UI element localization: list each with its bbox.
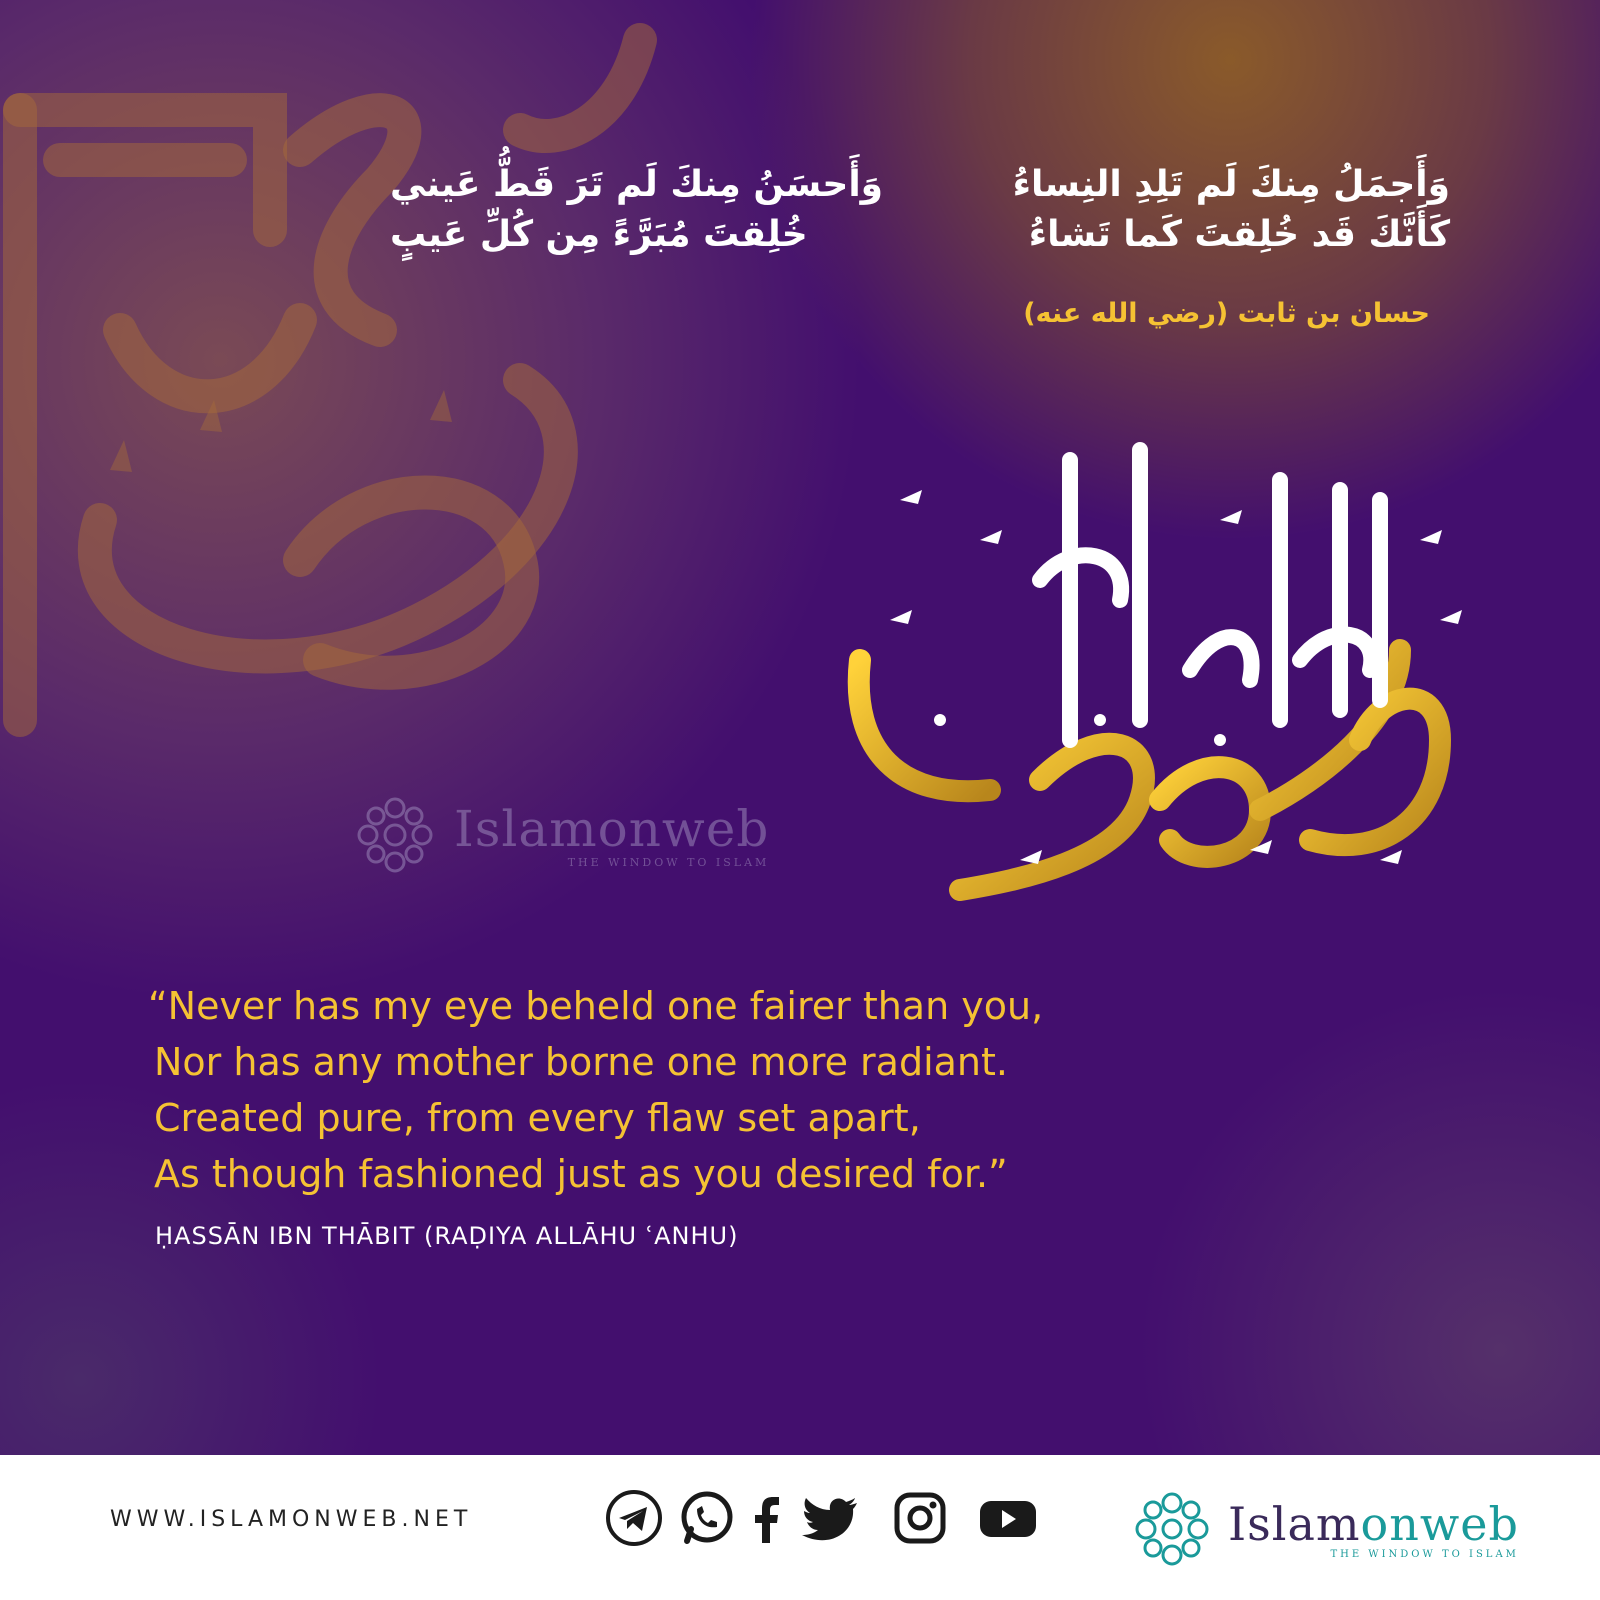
arabic-verse (390, 160, 1450, 260)
quote-line-2: Nor has any mother borne one more radiant. (154, 1040, 1008, 1084)
verse-line-1 (390, 160, 1450, 210)
whatsapp-icon[interactable] (677, 1489, 735, 1547)
watermark-text (454, 799, 770, 869)
quote-line-1: “Never has my eye beheld one fairer than you, (148, 984, 1044, 1028)
watermark-flower-icon (350, 790, 440, 880)
verse-line-2-first-half: كَأَنَّكَ قَد خُلِقتَ كَما تَشاءُ (1028, 214, 1450, 255)
english-attribution: ḤASSĀN IBN THĀBIT (RAḌIYA ALLĀHU ʿANHU) (155, 1222, 739, 1250)
background-muhammad-calligraphy (0, 0, 760, 760)
verse-line-1-first-half: وَأَجمَلُ مِنكَ لَم تَلِدِ النِساءُ (1012, 164, 1450, 205)
logo-text (1228, 1496, 1519, 1560)
logo-tagline: THE WINDOW TO ISLAM (1330, 1548, 1519, 1560)
verse-line-2-second-half: خُلِقتَ مُبَرَّءً مِن كُلِّ عَيبٍ (390, 214, 808, 255)
brand-logo[interactable] (1128, 1485, 1519, 1573)
telegram-icon[interactable] (605, 1489, 663, 1547)
logo-brand-part2: onweb (1360, 1496, 1519, 1551)
logo-brand-part1: Islam (1228, 1496, 1361, 1551)
twitter-icon[interactable] (799, 1489, 863, 1547)
facebook-icon[interactable] (749, 1489, 785, 1547)
instagram-icon[interactable] (891, 1489, 949, 1547)
logo-brand (1228, 1496, 1519, 1551)
salawat-calligraphy (840, 420, 1480, 920)
quote-line-4: As though fashioned just as you desired for.” (154, 1152, 1008, 1196)
social-icons (605, 1489, 1053, 1547)
watermark-brand: Islamonweb (454, 799, 770, 858)
footer-bar (0, 1455, 1600, 1600)
website-link[interactable]: WWW.ISLAMONWEB.NET (110, 1507, 473, 1532)
arabic-attribution: حسان بن ثابت (رضي الله عنه) (1023, 298, 1430, 329)
watermark-logo (350, 790, 769, 880)
english-quote (148, 978, 1043, 1202)
quote-line-3: Created pure, from every flaw set apart, (154, 1096, 921, 1140)
verse-line-2 (390, 210, 1450, 260)
flower-logo-icon (1128, 1485, 1216, 1573)
youtube-icon[interactable] (977, 1489, 1039, 1547)
verse-line-1-second-half: وَأَحسَنُ مِنكَ لَم تَرَ قَطُّ عَيني (390, 164, 884, 205)
watermark-tagline: THE WINDOW TO ISLAM (567, 855, 770, 869)
